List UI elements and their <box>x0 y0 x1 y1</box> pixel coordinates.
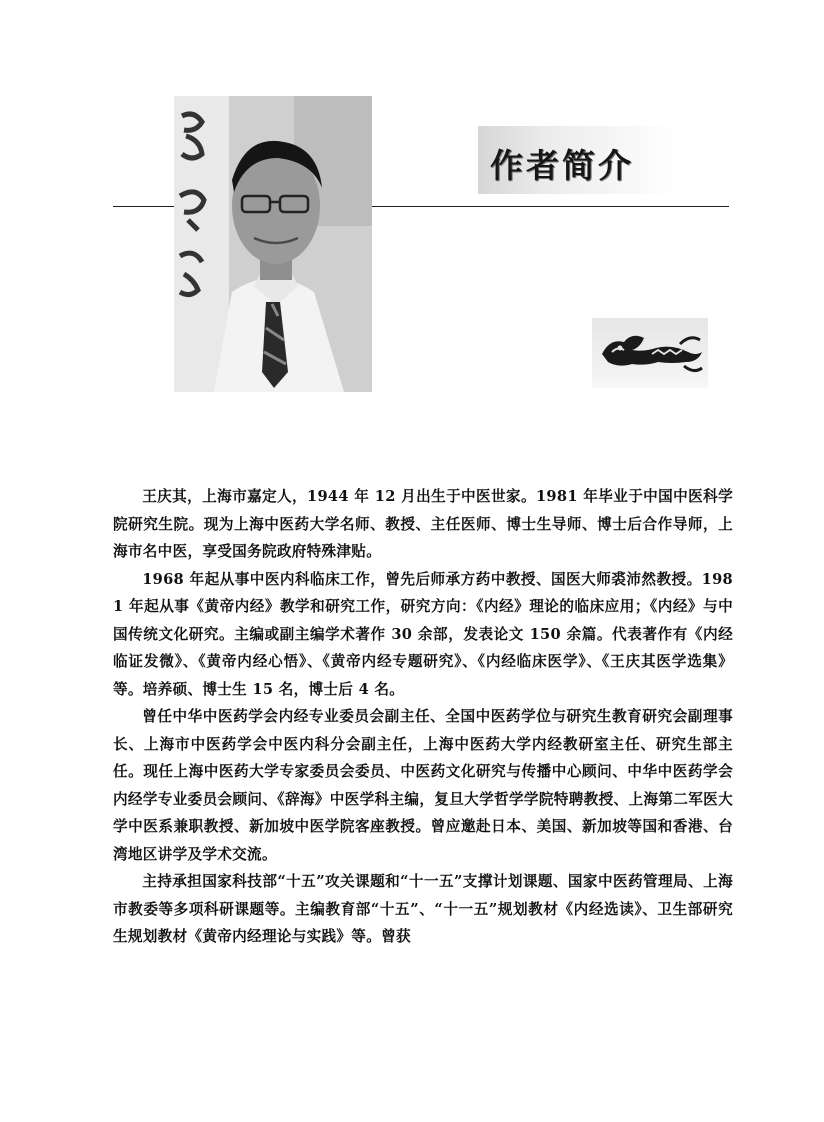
paragraph: 1968 年起从事中医内科临床工作，曾先后师承方药中教授、国医大师裘沛然教授。1981 年起从事《黄帝内经》教学和研究工作，研究方向：《内经》理论的临床应用；《内经》与中国传统文化研究。主编或副主编学术著作 30 余部，发表论文 150 余篇。代表著作有《内经临证发微》、《黄帝内经心悟》、《黄帝内经专题研究》、《内经临床医学》、《王庆其医学选集》等。培养硕、博士生 15 名，博士后 4 名。 <box>113 570 733 698</box>
header-rule-right <box>372 206 729 207</box>
biography-text <box>113 483 733 951</box>
paragraph: 主持承担国家科技部“十五”攻关课题和“十一五”支撑计划课题、国家中医药管理局、上海市教委等多项科研课题等。主编教育部“十五”、“十一五”规划教材《内经选读》、卫生部研究生规划教材《黄帝内经理论与实践》等。曾获 <box>113 873 733 945</box>
ornament-panel <box>592 318 708 388</box>
phoenix-ornament-icon <box>592 318 708 388</box>
paragraph: 曾任中华中医药学会内经专业委员会副主任、全国中医药学位与研究生教育研究会副理事长、上海市中医药学会中医内科分会副主任，上海中医药大学内经教研室主任、研究生部主任。现任上海中医药大学专家委员会委员、中医药文化研究与传播中心顾问、中华中医药学会内经学专业委员会顾问、《辞海》中医学科主编，复旦大学哲学学院特聘教授、上海第二军医大学中医系兼职教授、新加坡中医学院客座教授。曾应邀赴日本、美国、新加坡等国和香港、台湾地区讲学及学术交流。 <box>113 708 733 863</box>
header-rule-left <box>113 206 176 207</box>
portrait-illustration <box>174 96 372 392</box>
author-portrait <box>174 96 372 392</box>
paragraph: 王庆其，上海市嘉定人，1944 年 12 月出生于中医世家。1981 年毕业于中国中医科学院研究生院。现为上海中医药大学名师、教授、主任医师、博士生导师、博士后合作导师，上海市名中医，享受国务院政府特殊津贴。 <box>113 488 733 560</box>
page-title: 作者简介 <box>490 146 634 185</box>
